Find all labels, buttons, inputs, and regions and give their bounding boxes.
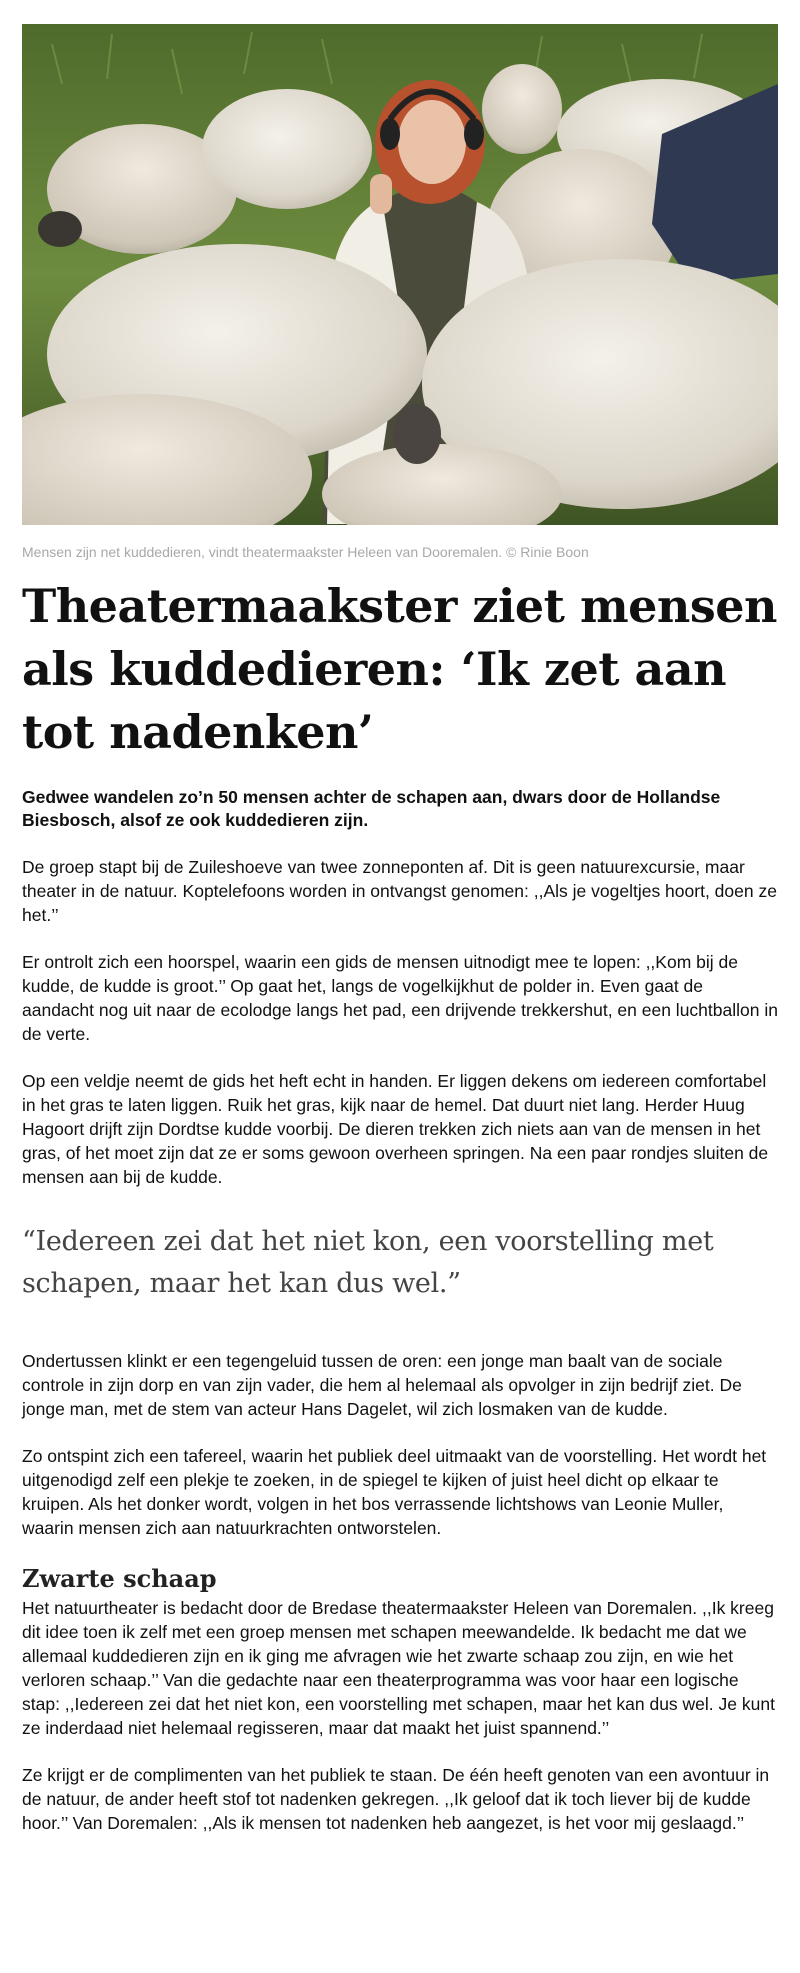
article-paragraph-7: Ze krijgt er de complimenten van het publiek te staan. De één heeft genoten van een avontuur in de natuur, de ander heeft stof tot nadenken gekregen. ,,Ik geloof dat ik toch liever bij de kudde hoor.’’ Van Doremalen: ,,Als ik mensen tot nadenken heb aangezet, is het voor mij geslaagd.’’ (22, 1765, 770, 1833)
article (22, 24, 778, 1835)
section-heading: Zwarte schaap (22, 1564, 217, 1593)
article-paragraph-4: Ondertussen klinkt er een tegengeluid tussen de oren: een jonge man baalt van de sociale controle in zijn dorp en van zijn vader, die hem al helemaal als opvolger in zijn bedrijf ziet. De jonge man, met de stem van acteur Hans Dagelet, wil zich losmaken van de kudde. (22, 1351, 742, 1419)
article-paragraph-2: Er ontrolt zich een hoorspel, waarin een gids de mensen uitnodigt mee te lopen: ,,Kom bij de kudde, de kudde is groot.’’ Op gaat het, langs de vogelkijkhut de polder in. Even gaat de aandacht nog uit naar de ecolodge langs het pad, een drijvende trekkershut, en een luchtballon in de verte. (22, 952, 778, 1044)
article-intro: Gedwee wandelen zo’n 50 mensen achter de schapen aan, dwars door de Hollandse Biesbosch, alsof ze ook kuddedieren zijn. (22, 787, 721, 830)
article-paragraph-6: Het natuurtheater is bedacht door de Bredase theatermaakster Heleen van Doremalen. ,,Ik kreeg dit idee toen ik zelf met een groep mensen met schapen meewandelde. Ik bedacht me dat we allemaal kuddedieren zijn en ik ging me afvragen wie het zwarte schaap zou zijn, en wie het verloren schaap.’’ Van die gedachte naar een theaterprogramma was voor haar een logische stap: ,,Iedereen zei dat het niet kon, een voorstelling met schapen, maar het kan dus wel. Je kunt ze inderdaad niet helemaal regisseren, maar dat maakt het juist spannend.’’ (22, 1598, 775, 1738)
article-title: Theatermaakster ziet mensen als kuddedieren: ‘Ik zet aan tot nadenken’ (22, 579, 777, 759)
article-photo (22, 24, 778, 525)
article-paragraph-1: De groep stapt bij de Zuileshoeve van twee zonneponten af. Dit is geen natuurexcursie, maar theater in de natuur. Koptelefoons worden in ontvangst genomen: ,,Als je vogeltjes hoort, doen ze het.’’ (22, 857, 777, 925)
article-paragraph-5: Zo ontspint zich een tafereel, waarin het publiek deel uitmaakt van de voorstelling. Het wordt het uitgenodigd zelf een plekje te zoeken, in de spiegel te kijken of juist heel dicht op elkaar te kruipen. Als het donker wordt, volgen in het bos verrassende lichtshows van Leonie Muller, waarin mensen zich aan natuurkrachten ontworstelen. (22, 1446, 767, 1538)
sheep-photo-icon (22, 24, 778, 525)
article-paragraph-3: Op een veldje neemt de gids het heft echt in handen. Er liggen dekens om iedereen comfortabel in het gras te laten liggen. Ruik het gras, kijk naar de hemel. Dat duurt niet lang. Herder Huug Hagoort drijft zijn Dordtse kudde voorbij. De dieren trekken zich niets aan van de mensen in het gras, of het moet zijn dat ze er soms gewoon overheen springen. Na een paar rondjes sluiten de mensen aan bij de kudde. (22, 1071, 769, 1187)
photo-caption: Mensen zijn net kuddedieren, vindt theatermaakster Heleen van Dooremalen. © Rinie Boon (22, 544, 589, 560)
pull-quote: “Iedereen zei dat het niet kon, een voorstelling met schapen, maar het kan dus wel.” (22, 1226, 714, 1299)
